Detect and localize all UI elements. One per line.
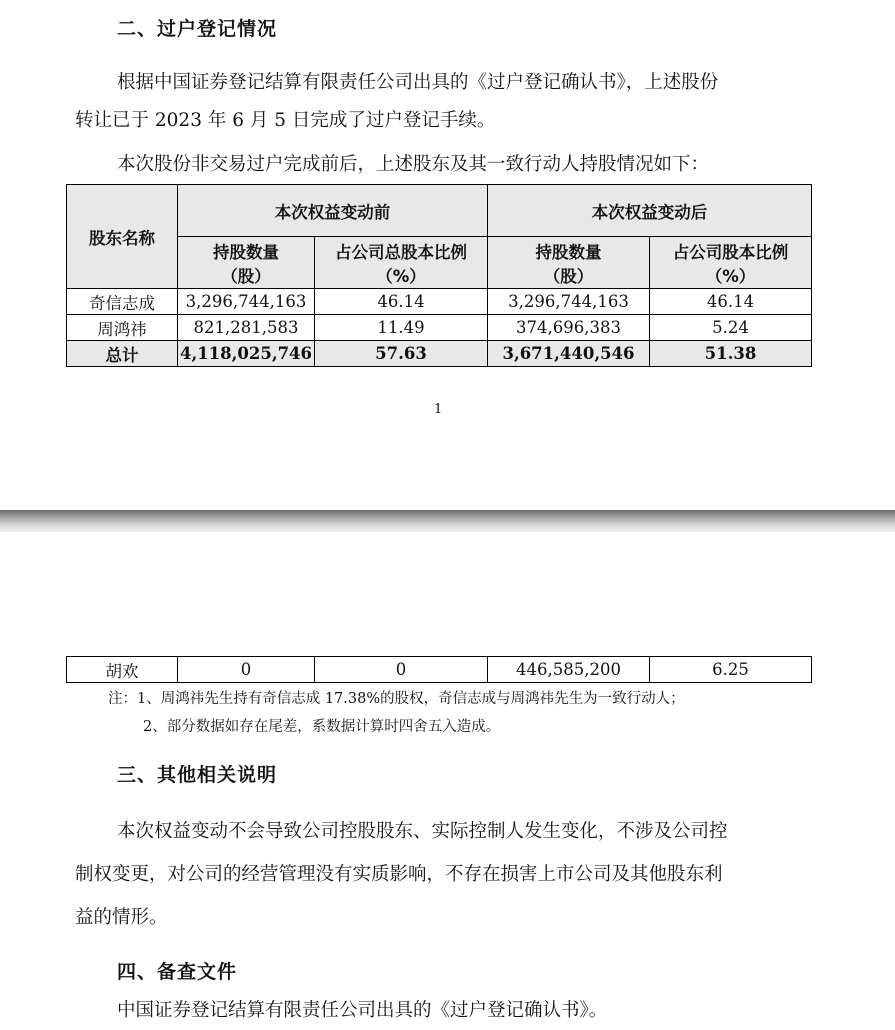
shareholding-table [66, 184, 812, 367]
header-ratio-before: 占公司总股本比例 （%） [315, 237, 488, 289]
cell-before-ratio: 11.49 [315, 315, 488, 341]
cell-before-shares: 821,281,583 [178, 315, 315, 341]
paragraph-reference-documents: 中国证券登记结算有限责任公司出具的《过户登记确认书》。 [117, 1000, 608, 1021]
header-shares-after: 持股数量 （股） [488, 237, 650, 289]
cell-after-ratio: 46.14 [650, 289, 812, 315]
header-shareholder-name: 股东名称 [67, 185, 178, 289]
paragraph-line: 制权变更，对公司的经营管理没有实质影响，不存在损害上市公司及其他股东利 [75, 864, 723, 885]
header-before-change: 本次权益变动前 [178, 185, 488, 237]
cell-name: 胡欢 [67, 657, 178, 683]
table-row [67, 289, 812, 315]
cell-total-after-ratio: 51.38 [650, 341, 812, 367]
cell-total-before-shares: 4,118,025,746 [178, 341, 315, 367]
shareholding-table-continued [66, 656, 812, 683]
cell-after-shares: 3,296,744,163 [488, 289, 650, 315]
cell-name: 奇信志成 [67, 289, 178, 315]
cell-total-before-ratio: 57.63 [315, 341, 488, 367]
cell-before-ratio: 46.14 [315, 289, 488, 315]
cell-before-shares: 0 [178, 657, 315, 683]
paragraph-line: 本次权益变动不会导致公司控股股东、实际控制人发生变化，不涉及公司控 [117, 821, 728, 842]
cell-total-label: 总计 [67, 341, 178, 367]
paragraph-other-notes [75, 810, 811, 939]
page-separator [0, 510, 895, 532]
section-heading-4: 四、备查文件 [117, 961, 238, 983]
header-ratio-after: 占公司股本比例 （%） [650, 237, 812, 289]
paragraph-line: 根据中国证券登记结算有限责任公司出具的《过户登记确认书》，上述股份 [117, 72, 719, 93]
cell-after-ratio: 5.24 [650, 315, 812, 341]
cell-name: 周鸿祎 [67, 315, 178, 341]
page-2 [0, 532, 895, 1026]
cell-after-ratio: 6.25 [650, 657, 812, 683]
cell-after-shares: 446,585,200 [488, 657, 650, 683]
table-total-row [67, 341, 812, 367]
page-number: 1 [434, 402, 443, 417]
table-header-row [67, 185, 812, 237]
header-after-change: 本次权益变动后 [488, 185, 812, 237]
section-heading-2: 二、过户登记情况 [117, 18, 278, 40]
paragraph-table-intro: 本次股份非交易过户完成前后，上述股东及其一致行动人持股情况如下： [117, 154, 710, 175]
section-heading-3: 三、其他相关说明 [117, 764, 278, 786]
table-row [67, 315, 812, 341]
table-row [67, 657, 812, 683]
header-shares-before: 持股数量 （股） [178, 237, 315, 289]
table-note-1: 注：1、周鸿祎先生持有奇信志成 17.38%的股权，奇信志成与周鸿祎先生为一致行动人； [108, 691, 685, 707]
cell-before-shares: 3,296,744,163 [178, 289, 315, 315]
page-1 [0, 0, 895, 510]
cell-after-shares: 374,696,383 [488, 315, 650, 341]
table-note-2: 2、部分数据如存在尾差，系数据计算时四舍五入造成。 [143, 719, 501, 735]
cell-before-ratio: 0 [315, 657, 488, 683]
cell-total-after-shares: 3,671,440,546 [488, 341, 650, 367]
paragraph-line: 转让已于 2023 年 6 月 5 日完成了过户登记手续。 [75, 110, 496, 131]
table-subheader-row [67, 237, 812, 289]
paragraph-transfer-registration [75, 64, 811, 140]
paragraph-line: 益的情形。 [75, 907, 168, 928]
